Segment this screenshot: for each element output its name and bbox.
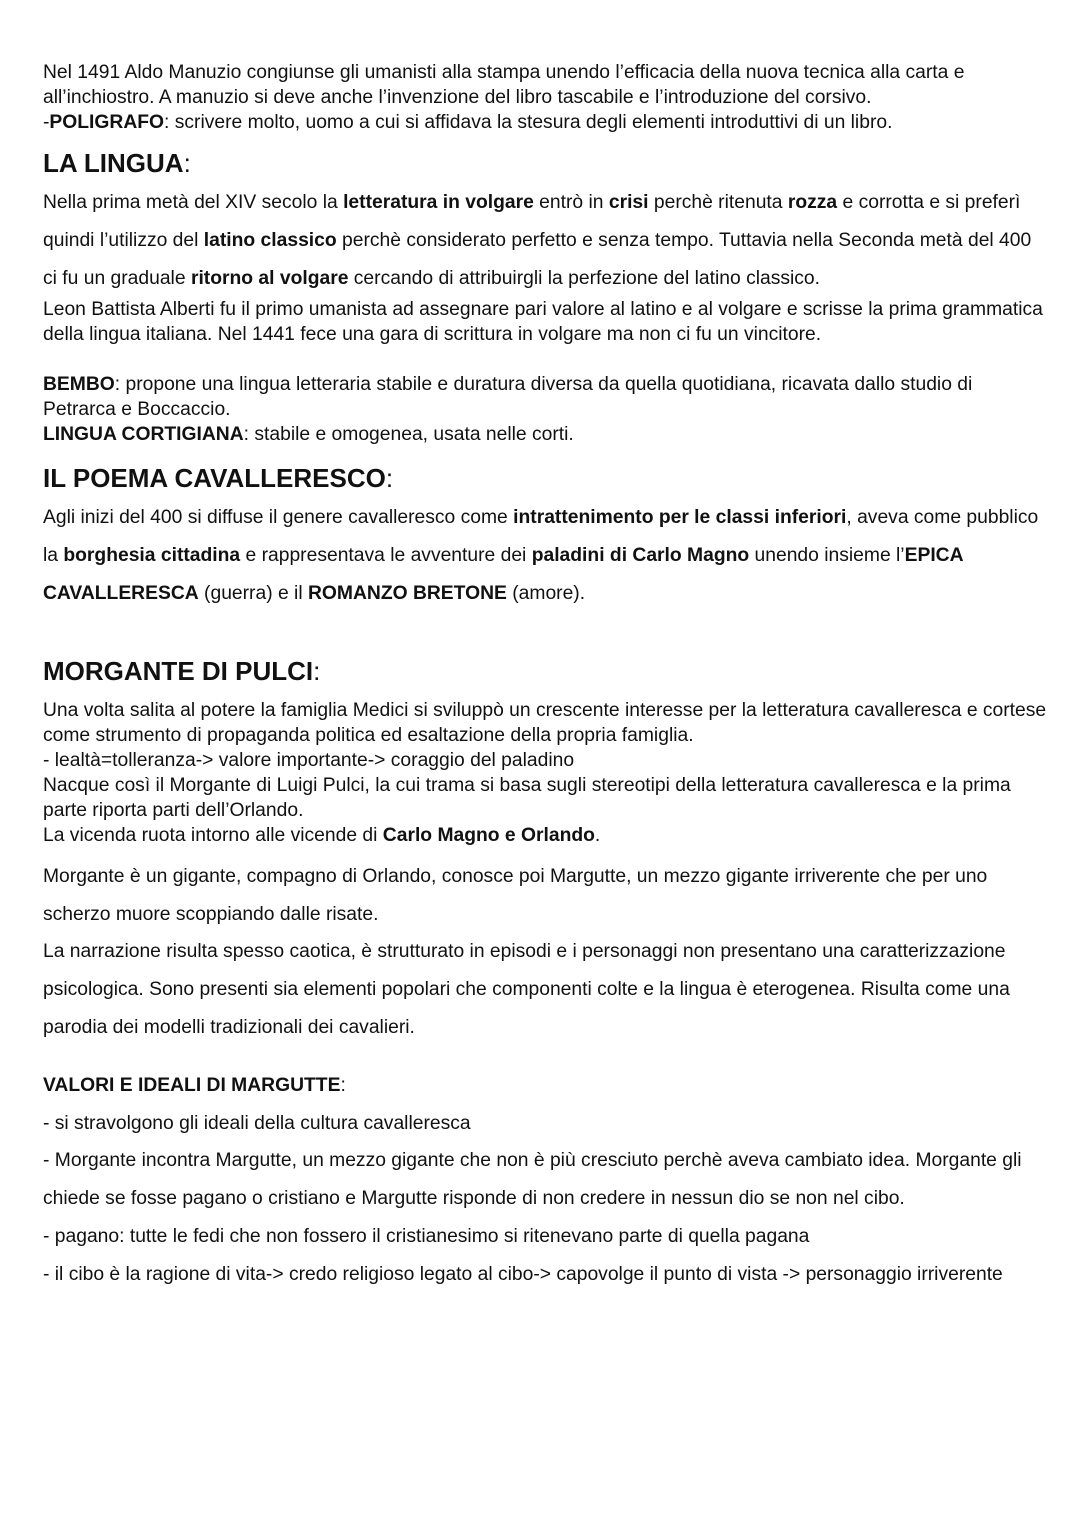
text-run: cercando di attribuirgli la perfezione del latino classico. bbox=[348, 267, 821, 289]
subheading-text: VALORI E IDEALI DI MARGUTTE bbox=[43, 1074, 341, 1096]
text-run: Agli inizi del 400 si diffuse il genere cavalleresco come bbox=[43, 507, 514, 529]
lingua-paragraph-bembo bbox=[43, 372, 1048, 422]
text-run: e rappresentava le avventure dei bbox=[240, 545, 532, 567]
margutte-item-cibo bbox=[43, 1256, 1048, 1294]
heading-colon: : bbox=[183, 148, 191, 178]
text-run: : propone una lingua letteraria stabile e duratura diversa da quella quotidiana, ricavata dallo studio di Petrarca e Boccaccio. bbox=[43, 374, 973, 421]
text-run: - si stravolgono gli ideali della cultura cavalleresca bbox=[43, 1112, 471, 1134]
text-run: . bbox=[594, 824, 601, 846]
heading-colon: : bbox=[313, 655, 321, 686]
margutte-subheading bbox=[43, 1067, 1048, 1105]
heading-text: MORGANTE DI PULCI bbox=[43, 655, 314, 686]
text-run: e corrotta e si preferì quindi l’utilizzo del bbox=[43, 192, 1021, 251]
margutte-item-incontro bbox=[43, 1142, 1048, 1218]
section-heading-poema bbox=[43, 461, 1048, 495]
bold-text-run: crisi bbox=[608, 192, 649, 213]
text-run: unendo insieme l’ bbox=[749, 545, 905, 567]
morgante-paragraph-gigante bbox=[43, 858, 1048, 934]
bold-text-run: EPICA CAVALLERESCA bbox=[43, 545, 963, 604]
text-run: - bbox=[43, 112, 50, 133]
text-run: , aveva come pubblico la bbox=[43, 507, 1039, 567]
text-run: perchè ritenuta bbox=[648, 192, 788, 213]
text-run: Nel 1491 Aldo Manuzio congiunse gli umanisti alla stampa unendo l’efficacia della nuova tecnica alla carta e all’inchiostro. A manuzio si deve anche l’invenzione del libro tascabile e l’introduzione del corsivo. bbox=[43, 62, 965, 108]
text-run: - lealtà=tolleranza-> valore importante-> coraggio del paladino bbox=[43, 749, 575, 771]
morgante-paragraph-pulci bbox=[43, 773, 1048, 823]
bold-text-run: Carlo Magno e Orlando bbox=[382, 824, 595, 846]
bold-text-run: rozza bbox=[787, 192, 838, 213]
bold-text-run: borghesia cittadina bbox=[63, 545, 241, 567]
text-run: perchè considerato perfetto e senza tempo. Tuttavia nella Seconda metà del 400 ci fu un graduale bbox=[43, 229, 1032, 289]
text-run: : stabile e omogenea, usata nelle corti. bbox=[243, 424, 574, 446]
morgante-paragraph-vicenda bbox=[43, 823, 1048, 848]
morgante-paragraph-narrazione bbox=[43, 933, 1048, 1046]
heading-text: LA LINGUA bbox=[43, 148, 184, 178]
text-run: Una volta salita al potere la famiglia Medici si sviluppò un crescente interesse per la letteratura cavalleresca e cortese come strumento di propaganda politica ed esaltazione della propria famiglia. bbox=[43, 699, 1047, 746]
heading-colon: : bbox=[385, 463, 394, 494]
heading-text: IL POEMA CAVALLERESCO bbox=[43, 463, 386, 494]
lingua-paragraph-volgare bbox=[43, 184, 1048, 297]
text-run: - pagano: tutte le fedi che non fossero il cristianesimo si ritenevano parte di quella pagana bbox=[43, 1225, 810, 1247]
text-run: La vicenda ruota intorno alle vicende di bbox=[43, 824, 383, 846]
text-run: Leon Battista Alberti fu il primo umanista ad assegnare pari valore al latino e al volgare e scrisse la prima grammatica della lingua italiana. Nel 1441 fece una gara di scrittura in volgare ma non ci fu un vincitore. bbox=[43, 299, 1043, 346]
bold-text-run: letteratura in volgare bbox=[343, 192, 534, 213]
margutte-item-pagano bbox=[43, 1218, 1048, 1256]
margutte-item-ideali bbox=[43, 1105, 1048, 1143]
text-run: (guerra) e il bbox=[198, 582, 308, 604]
text-run: - Morgante incontra Margutte, un mezzo gigante che non è più cresciuto perchè aveva cambiato idea. Morgante gli chiede se fosse pagano o cristiano e Margutte risponde di non credere in nessun dio se non nel cibo. bbox=[43, 1150, 1022, 1210]
bold-text-run: intrattenimento per le classi inferiori bbox=[513, 507, 847, 529]
morgante-paragraph-medici bbox=[43, 698, 1048, 748]
text-run: entrò in bbox=[533, 192, 609, 213]
text-run: Morgante è un gigante, compagno di Orlando, conosce poi Margutte, un mezzo gigante irriverente che per uno scherzo muore scoppiando dalle risate. bbox=[43, 865, 988, 925]
intro-paragraph-poligrafo bbox=[43, 110, 1048, 135]
bold-text-run: POLIGRAFO bbox=[49, 112, 165, 133]
text-run: Nacque così il Morgante di Luigi Pulci, la cui trama si basa sugli stereotipi della letteratura cavalleresca e la prima parte riporta parti dell’Orlando. bbox=[43, 774, 1011, 821]
bold-text-run: BEMBO bbox=[43, 374, 115, 396]
text-run: : scrivere molto, uomo a cui si affidava la stesura degli elementi introduttivi di un libro. bbox=[164, 112, 893, 133]
subheading-colon: : bbox=[340, 1074, 346, 1096]
section-heading-morgante bbox=[43, 654, 1048, 688]
bold-text-run: latino classico bbox=[203, 229, 337, 251]
text-run: La narrazione risulta spesso caotica, è strutturato in episodi e i personaggi non presentano una caratterizzazione psicologica. Sono presenti sia elementi popolari che componenti colte e la lingua è eterogenea. Risulta come una parodia dei modelli tradizionali dei cavalieri. bbox=[43, 941, 1010, 1038]
text-run: Nella prima metà del XIV secolo la bbox=[43, 192, 344, 213]
bold-text-run: paladini di Carlo Magno bbox=[531, 545, 750, 567]
intro-paragraph-manuzio bbox=[43, 60, 1048, 110]
bold-text-run: ROMANZO BRETONE bbox=[307, 582, 507, 604]
section-heading-lingua bbox=[43, 146, 1048, 180]
poema-paragraph bbox=[43, 499, 1048, 612]
document-page bbox=[43, 60, 1048, 1294]
lingua-paragraph-cortigiana bbox=[43, 422, 1048, 447]
bold-text-run: ritorno al volgare bbox=[190, 267, 349, 289]
text-run: - il cibo è la ragione di vita-> credo religioso legato al cibo-> capovolge il punto di vista -> personaggio irriverente bbox=[43, 1263, 1003, 1285]
morgante-paragraph-lealta bbox=[43, 748, 1048, 773]
lingua-paragraph-alberti bbox=[43, 297, 1048, 347]
bold-text-run: LINGUA CORTIGIANA bbox=[43, 424, 244, 446]
text-run: (amore). bbox=[506, 582, 586, 604]
